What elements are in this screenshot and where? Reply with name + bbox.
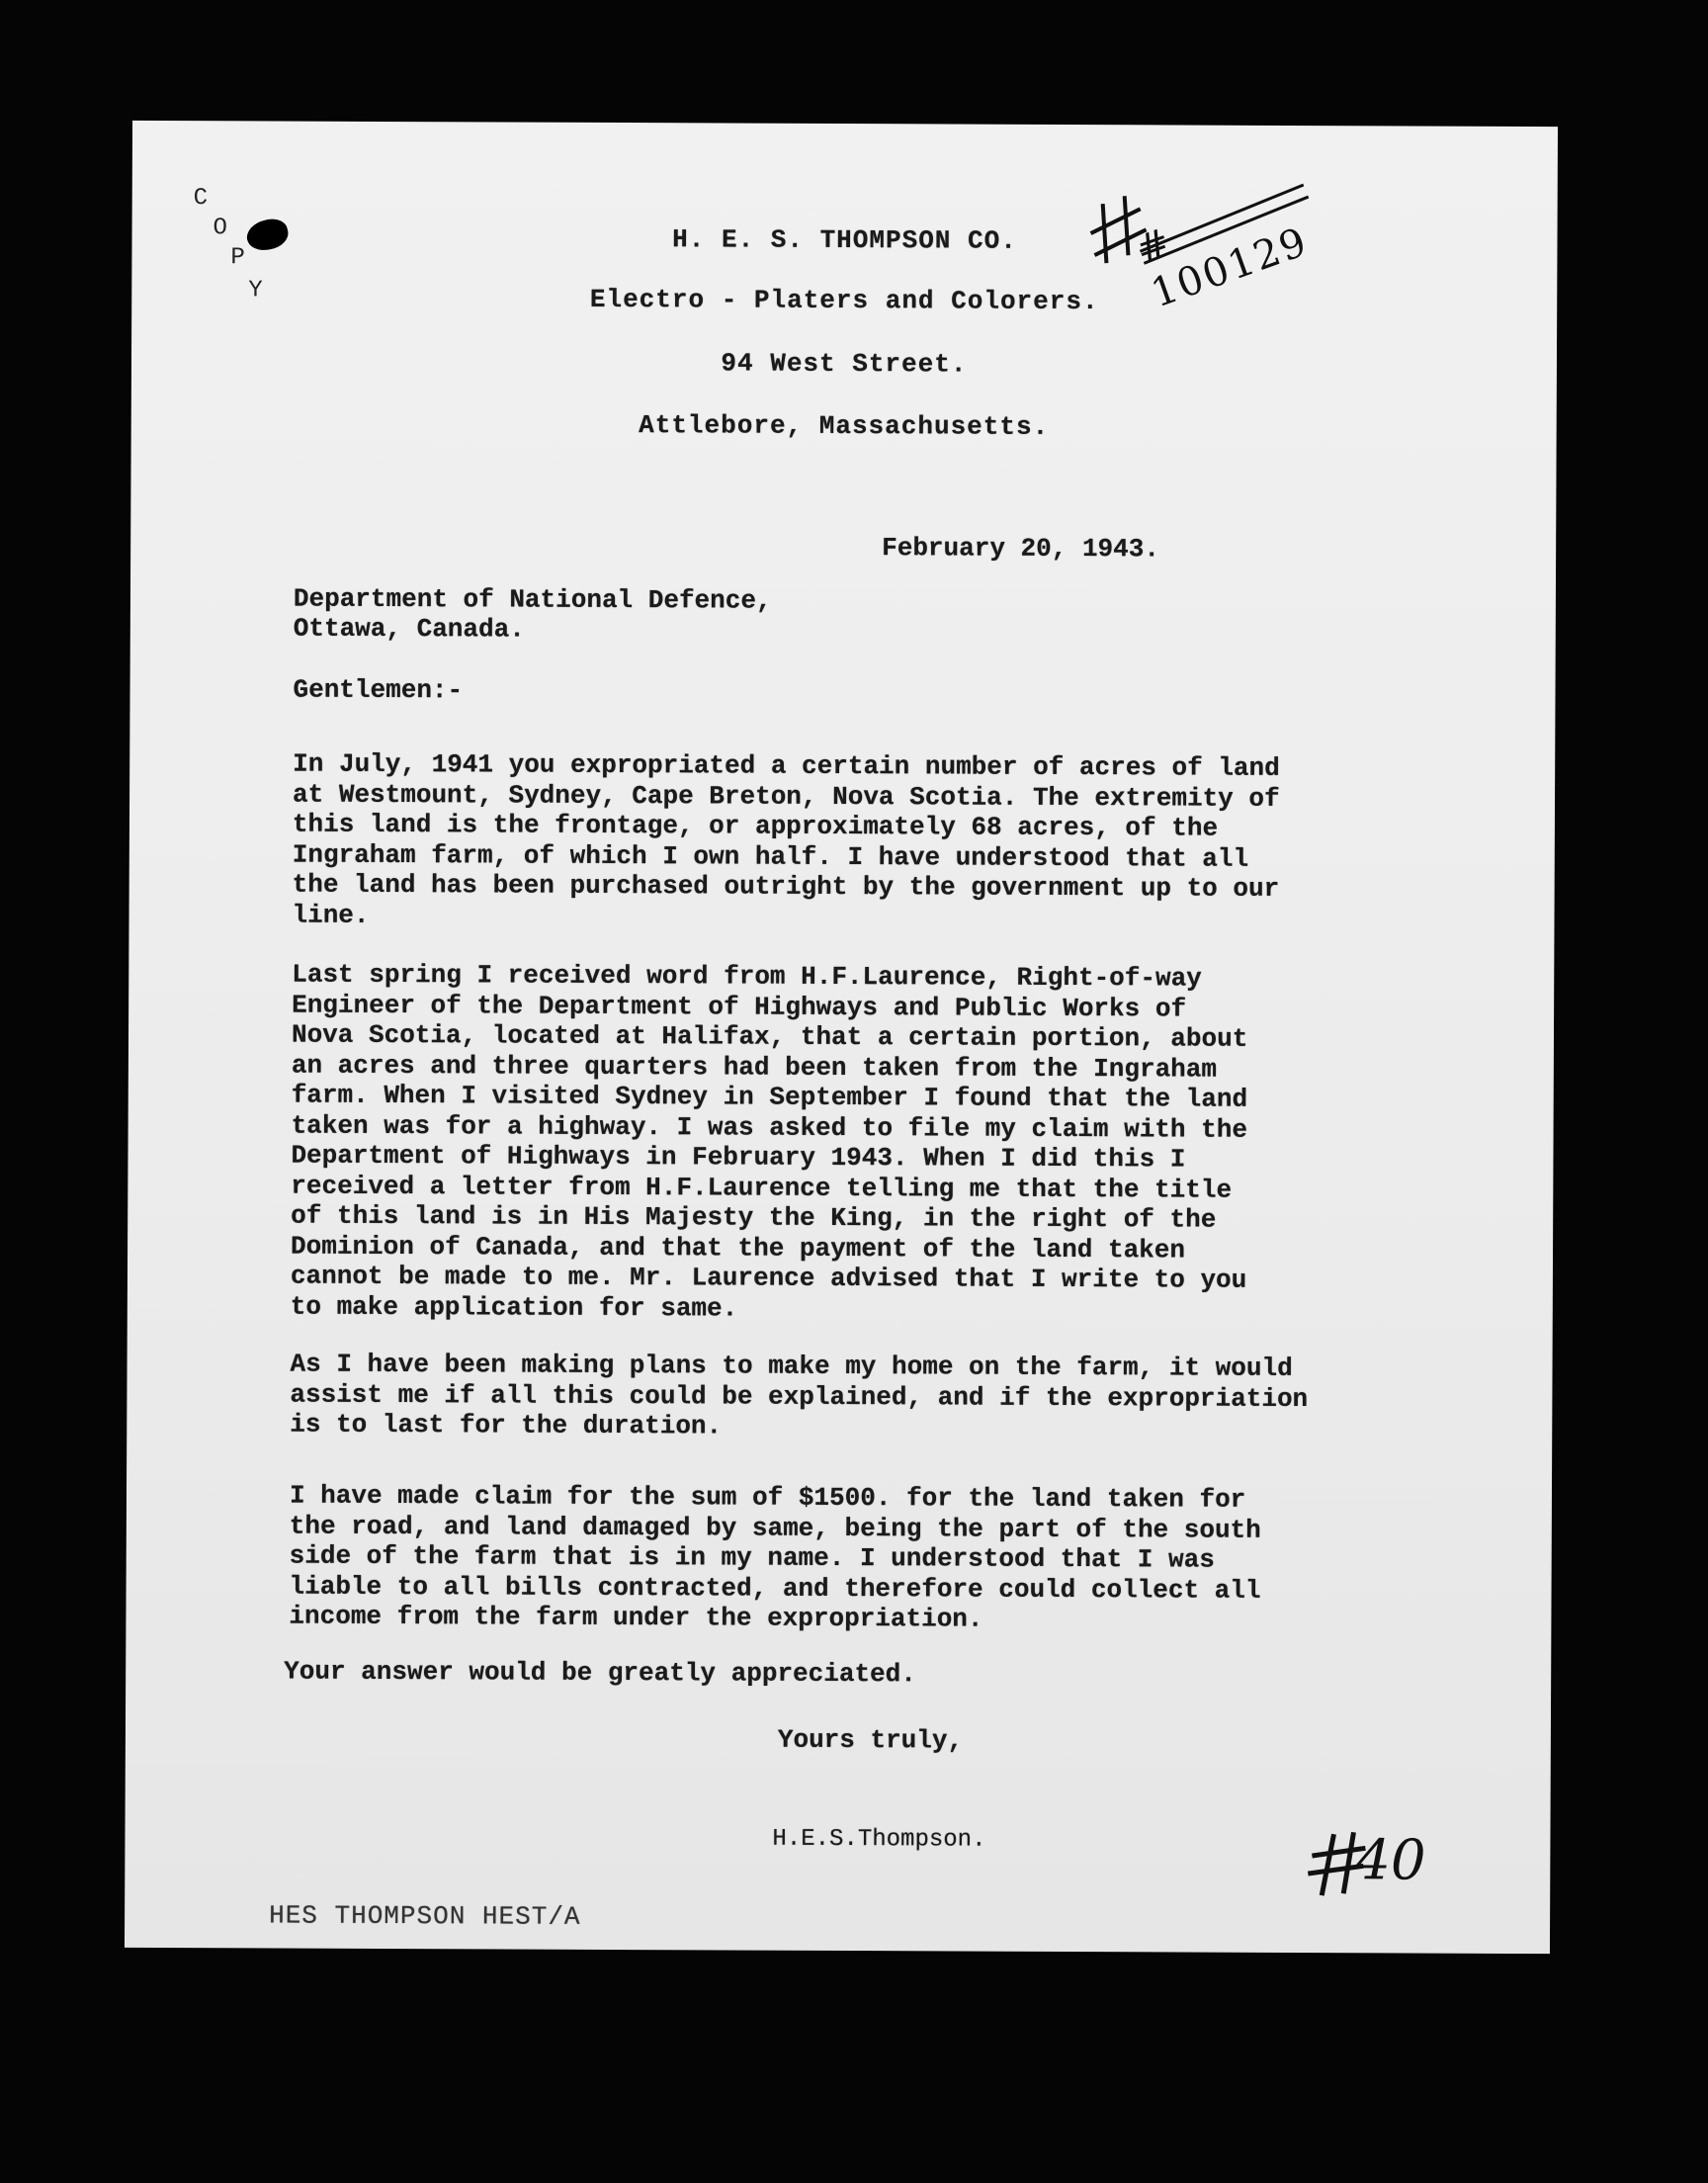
reference-number-stamp	[1080, 164, 1318, 317]
company-city: Attlebore, Massachusetts.	[639, 410, 1050, 442]
letter-date: February 20, 1943.	[882, 533, 1160, 565]
body-paragraph: I have made claim for the sum of $1500. for the land taken for the road, and land damaged by same, being the part of the south side of the farm that is in my name. I understood that I was liable to all bills contracted, and therefore could collect all income from the farm under the expropriation.	[289, 1480, 1261, 1634]
body-paragraph: Last spring I received word from H.F.Laurence, Right-of-way Engineer of the Department of Highways and Public Works of Nova Scotia, located at Halifax, that a certain portion, about an acres and three quarters had been taken from the Ingraham farm. When I visited Sydney in September I found that the land taken was for a highway. I was asked to file my claim with the Department of Highways in February 1943. When I did this I received a letter from H.F.Laurence telling me that the title of this land is in His Majesty the King, in the right of the Dominion of Canada, and that the payment of the land taken cannot be made to me. Mr. Laurence advised that I write to you to make application for same.	[290, 959, 1248, 1324]
footer-reference: HES THOMPSON HEST/A	[269, 1900, 581, 1932]
company-name: H. E. S. THOMPSON CO.	[672, 224, 1017, 256]
body-paragraph: In July, 1941 you expropriated a certain number of acres of land at Westmount, Sydney, Cape Breton, Nova Scotia. The extremity of this land is the frontage, or approximately 68 acres, of the Ingraham farm, of which I own half. I have understood that all the land has been purchased outright by the government up to our line.	[292, 748, 1280, 930]
page-mark	[1355, 1828, 1426, 1892]
copy-stamp-letter: C	[193, 185, 209, 213]
letter-page	[125, 121, 1558, 1954]
recipient-line: Ottawa, Canada.	[293, 613, 525, 645]
page-number: 40	[1355, 1828, 1426, 1893]
company-trade: Electro - Platers and Colorers.	[589, 284, 1099, 317]
typed-signature: H.E.S.Thompson.	[772, 1825, 986, 1854]
copy-stamp-letter: Y	[248, 277, 263, 305]
reference-number: # 100129	[1130, 218, 1315, 317]
copy-stamp-letter: O	[213, 215, 228, 242]
handwritten-hash-icon	[1304, 1830, 1373, 1899]
copy-stamp-letter: P	[230, 244, 245, 272]
closing-sentence: Your answer would be greatly appreciated.	[284, 1656, 916, 1690]
salutation: Gentlemen:-	[293, 674, 464, 706]
body-paragraph: As I have been making plans to make my home on the farm, it would assist me if all this could be explained, and if the expropriation is to last for the duration.	[290, 1349, 1309, 1441]
company-street: 94 West Street.	[721, 348, 968, 380]
recipient-line: Department of National Defence,	[293, 583, 772, 616]
valediction: Yours truly,	[777, 1724, 964, 1756]
